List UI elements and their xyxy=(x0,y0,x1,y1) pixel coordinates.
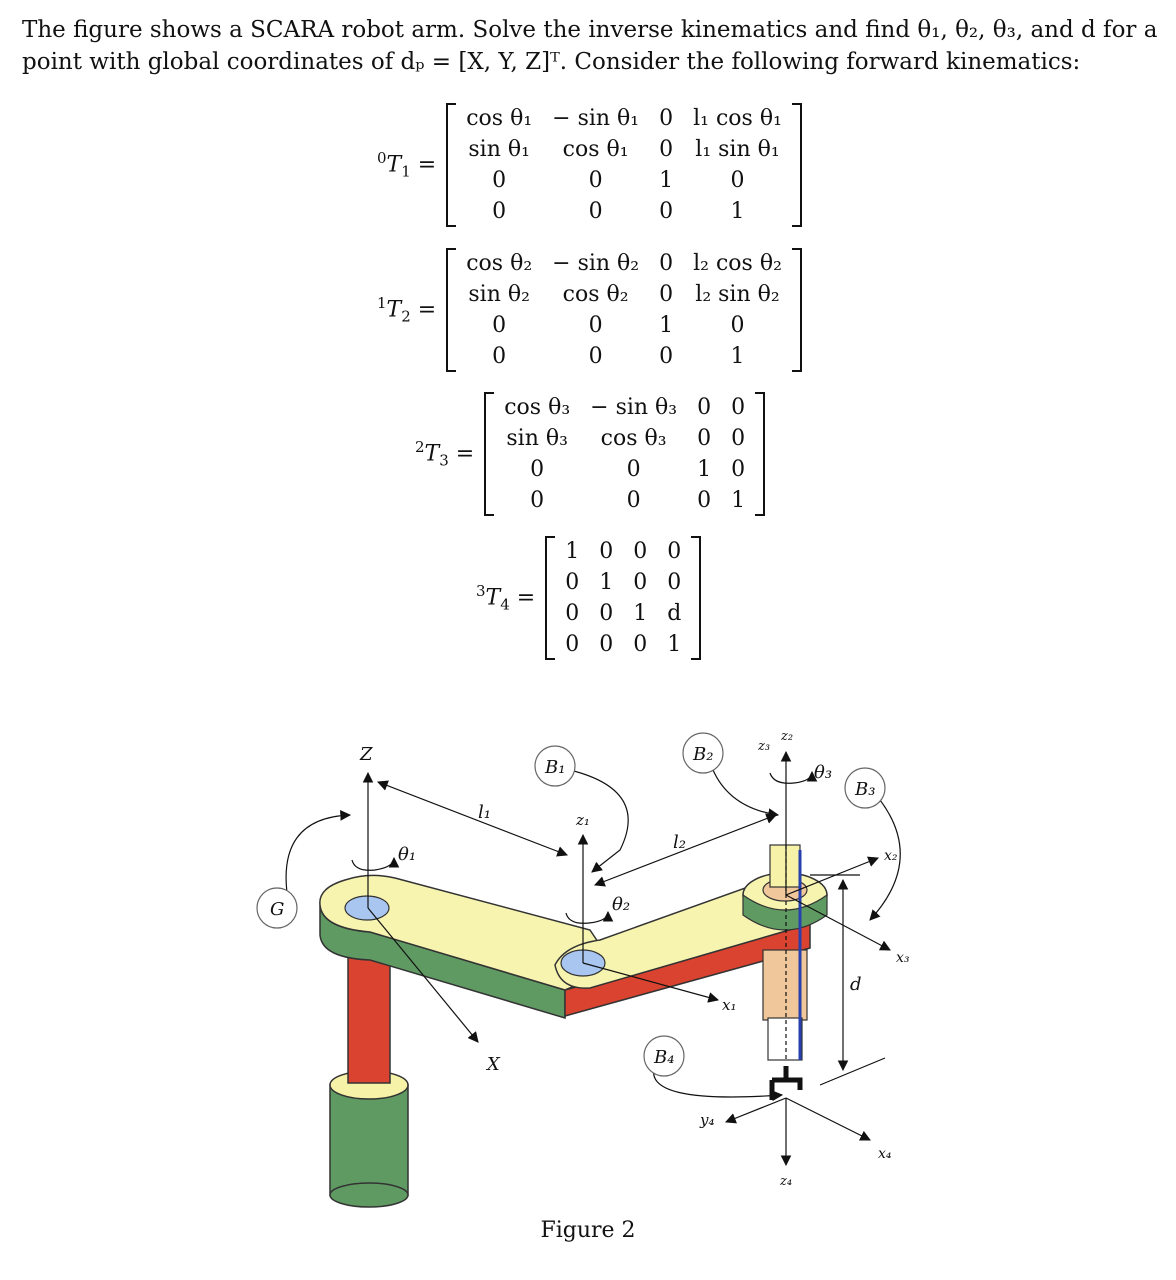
problem-line-1: The figure shows a SCARA robot arm. Solve the inverse kinematics and find θ₁, θ₂, θ₃, and d for a xyxy=(22,17,1158,43)
problem-statement xyxy=(22,14,1162,78)
base-column xyxy=(330,955,408,1207)
problem-line-2: point with global coordinates of dₚ = [X, Y, Z]ᵀ. Consider the following forward kinematics: xyxy=(22,49,1081,75)
label-x2: x₂ xyxy=(884,848,898,864)
matrix-lhs: $^0T_1$ = xyxy=(377,149,437,181)
label-d: d xyxy=(850,974,862,995)
figure-caption: Figure 2 xyxy=(540,1218,636,1243)
label-l1: l₁ xyxy=(478,802,491,823)
label-B3: B₃ xyxy=(855,779,876,800)
matrix-1T2 xyxy=(377,248,802,372)
matrix-cells: cos θ₂ − sin θ₂ 0 l₂ cos θ₂ sin θ₂ cos θ₂ 0 l₂ sin θ₂ 0 0 1 0 0 0 0 1 xyxy=(466,251,782,369)
label-z3: z₃ xyxy=(758,739,771,754)
label-y4: y₄ xyxy=(700,1111,715,1129)
label-z1: z₁ xyxy=(576,811,590,829)
label-l2: l₂ xyxy=(673,832,686,853)
label-x4: x₄ xyxy=(878,1146,892,1162)
label-B2: B₂ xyxy=(693,744,714,765)
label-B1: B₁ xyxy=(545,757,566,778)
label-z4: z₄ xyxy=(780,1174,793,1189)
label-theta3: θ₃ xyxy=(814,762,833,783)
matrix-0T1 xyxy=(377,103,802,227)
label-x1: x₁ xyxy=(722,996,737,1014)
label-B4: B₄ xyxy=(654,1047,675,1068)
label-x3: x₃ xyxy=(896,950,910,966)
matrix-lhs: $^1T_2$ = xyxy=(377,294,437,326)
label-X: X xyxy=(487,1054,500,1075)
label-G: G xyxy=(270,899,285,920)
label-z2: z₂ xyxy=(781,729,794,744)
matrix-lhs: $^3T_4$ = xyxy=(476,582,536,614)
label-theta2: θ₂ xyxy=(612,894,631,915)
matrix-cells: 1 0 0 0 0 1 0 0 0 0 1 d 0 0 0 1 xyxy=(565,539,682,657)
matrix-cells: cos θ₁ − sin θ₁ 0 l₁ cos θ₁ sin θ₁ cos θ₁ 0 l₁ sin θ₁ 0 0 1 0 0 0 0 1 xyxy=(466,106,782,224)
label-Z: Z xyxy=(360,744,373,765)
scara-robot-figure xyxy=(240,720,940,1210)
matrix-3T4 xyxy=(476,536,701,660)
label-theta1: θ₁ xyxy=(398,844,417,865)
matrix-cells: cos θ₃ − sin θ₃ 0 0 sin θ₃ cos θ₃ 0 0 0 0 1 0 0 0 0 1 xyxy=(504,395,746,513)
matrix-2T3 xyxy=(415,392,765,516)
matrix-lhs: $^2T_3$ = xyxy=(415,438,475,470)
